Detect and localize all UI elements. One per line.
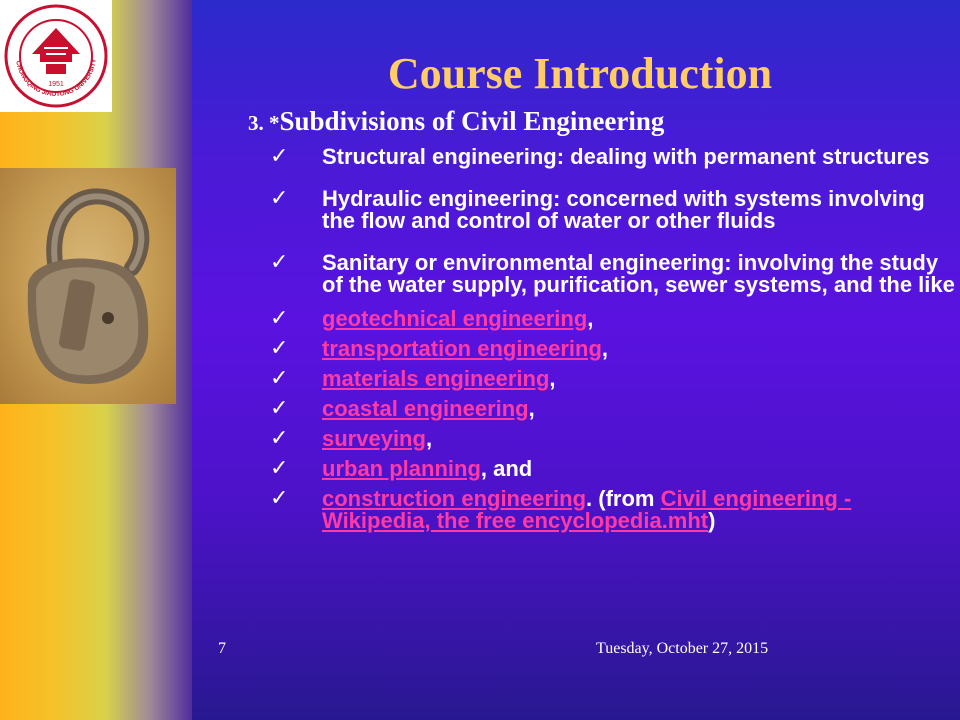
bullet-suffix: , and xyxy=(480,456,533,481)
checkmark-icon: ✓ xyxy=(270,396,289,421)
bullet-suffix: , xyxy=(587,306,594,331)
section-heading-text: Subdivisions of Civil Engineering xyxy=(279,106,665,136)
university-seal-icon xyxy=(0,0,112,112)
bullet-item xyxy=(270,146,955,168)
bullet-item xyxy=(270,308,955,330)
bullet-suffix: , xyxy=(549,366,556,391)
footer-date: Tuesday, October 27, 2015 xyxy=(596,640,769,657)
open-padlock-image xyxy=(0,168,176,404)
bullet-item xyxy=(270,398,955,420)
checkmark-icon: ✓ xyxy=(270,336,289,361)
svg-text:1951: 1951 xyxy=(48,81,64,88)
checkmark-icon: ✓ xyxy=(270,486,289,511)
bullet-suffix: , xyxy=(601,336,609,361)
checkmark-icon: ✓ xyxy=(270,186,289,211)
checkmark-icon: ✓ xyxy=(270,144,289,169)
bullet-text: Sanitary or environmental engineering: involving the study of the water supply, purification, sewer systems, and the like xyxy=(322,250,955,297)
bullet-item xyxy=(270,428,955,450)
link-construction-engineering[interactable]: construction engineering xyxy=(322,486,587,511)
bullet-item xyxy=(270,338,955,360)
university-logo xyxy=(0,0,112,112)
checkmark-icon: ✓ xyxy=(270,456,289,481)
link-materials-engineering[interactable]: materials engineering xyxy=(322,366,550,391)
bullet-suffix: ) xyxy=(708,508,716,533)
section-number: 3. * xyxy=(248,111,280,135)
bullet-item xyxy=(270,488,955,532)
link-urban-planning[interactable]: urban planning xyxy=(322,456,481,481)
link-coastal-engineering[interactable]: coastal engineering xyxy=(322,396,529,421)
checkmark-icon: ✓ xyxy=(270,426,289,451)
svg-text:CHONGQING JIAOTONG UNIVERSITY: CHONGQING JIAOTONG UNIVERSITY xyxy=(14,58,98,99)
checkmark-icon: ✓ xyxy=(270,306,289,331)
bullet-item xyxy=(270,188,955,232)
bullet-middle: . (from xyxy=(586,486,661,511)
bullet-list xyxy=(270,146,955,532)
bullet-item xyxy=(270,458,955,480)
checkmark-icon: ✓ xyxy=(270,250,289,275)
padlock-icon xyxy=(0,168,176,404)
bullet-item xyxy=(270,368,955,390)
link-wikipedia-source[interactable]: Civil engineering - Wikipedia, the free encyclopedia.mht xyxy=(322,486,852,533)
checkmark-icon: ✓ xyxy=(270,366,289,391)
link-surveying[interactable]: surveying xyxy=(322,426,426,451)
bullet-suffix: , xyxy=(425,426,433,451)
slide-number: 7 xyxy=(218,640,226,657)
section-heading xyxy=(248,106,848,137)
bullet-suffix: , xyxy=(528,396,535,421)
bullet-text: Structural engineering: dealing with permanent structures xyxy=(322,144,930,169)
bullet-item xyxy=(270,252,955,296)
slide-title: Course Introduction xyxy=(387,49,773,98)
link-transportation-engineering[interactable]: transportation engineering xyxy=(322,336,602,361)
bullet-text: Hydraulic engineering: concerned with systems involving the flow and control of water or other fluids xyxy=(322,186,925,233)
link-geotechnical-engineering[interactable]: geotechnical engineering xyxy=(322,306,588,331)
